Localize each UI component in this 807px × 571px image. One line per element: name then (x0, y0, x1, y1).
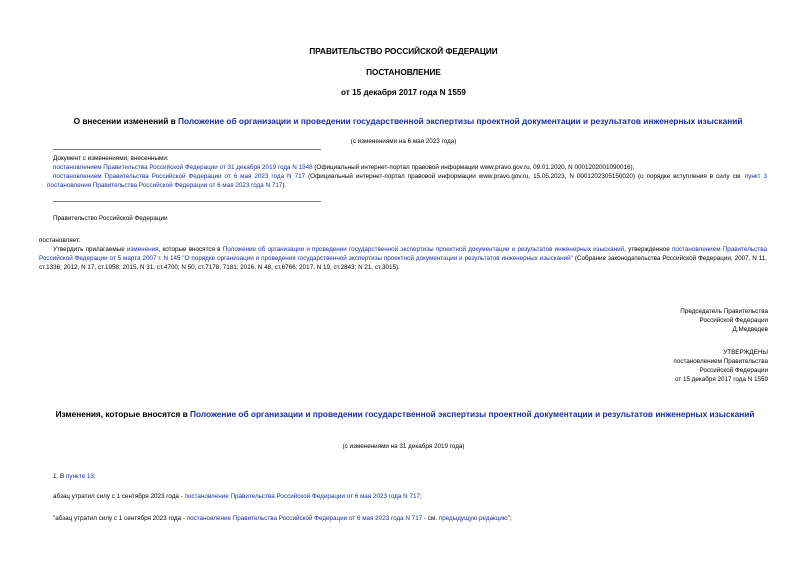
change-item-1 (53, 163, 767, 172)
signature-line-3: Д.Медведев (732, 326, 768, 333)
abz-2-link[interactable]: постановление Правительства Российской Федерации от 6 мая 2023 года N 717 (186, 515, 423, 522)
p-mid2: , утвержденное (624, 246, 672, 253)
item-1-suffix: : (93, 473, 96, 480)
decrees-label: постановляет: (39, 237, 81, 244)
item-1-prefix: 1. В (53, 473, 66, 480)
signature-line-1: Председатель Правительства (680, 308, 768, 315)
p-start: Утвердить прилагаемые (53, 246, 127, 253)
item-1-link[interactable]: пункте 13 (65, 473, 94, 480)
change-item-1-link[interactable]: постановлением Правительства Российской Федерации от 31 декабря 2019 года N 1948 (53, 164, 313, 171)
divider-bottom (53, 201, 321, 202)
doc-type-heading: ПОСТАНОВЛЕНИЕ (366, 68, 441, 77)
item-1 (53, 472, 96, 481)
p-end: (Собрание законодательства Российской Федерации, 2007, N 11, ст.1336; 2012, N 17, ст.1958; 2015, N 31, ст.4700; N 50, ст.7178, 7181; 2016, N 48, ст.6766; 2017, N 19, ст.2843; N 21, ст.3015). (39, 255, 767, 271)
approved-line-2: постановлением Правительства (673, 358, 768, 365)
changes-caption: Документ с изменениями, внесенными: (53, 155, 169, 162)
p-link-regulation[interactable]: Положение об организации и проведении государственной экспертизы проектной документации и результатов инженерных изысканий (222, 246, 625, 253)
changes-heading (50, 409, 760, 420)
divider-top (53, 149, 321, 150)
abz-1 (53, 492, 422, 501)
approved-block (468, 348, 768, 384)
change-item-2-text: (Официальный интернет-портал правовой информации www.pravo.gov.ru, 15.05.2023, N 0001202305150020) (о порядке вступления в силу см. (305, 173, 745, 180)
abz-1-text: абзац утратил силу с 1 сентября 2023 года - (53, 493, 185, 500)
changes-heading-prefix: Изменения, которые вносятся в (55, 409, 191, 419)
signature-line-2: Российской Федерации (699, 317, 768, 324)
abz-2-start: "абзац утратил силу с 1 сентября 2023 года - (53, 515, 187, 522)
abz-2-mid: - см. (422, 515, 439, 522)
changes-box (47, 154, 768, 190)
p-mid1: , которые вносятся в (158, 246, 223, 253)
approved-line-4: от 15 декабря 2017 года N 1559 (674, 376, 768, 383)
main-paragraph (39, 245, 767, 272)
approved-line-3: Российской Федерации (699, 367, 768, 374)
date-line: от 15 декабря 2017 года N 1559 (341, 88, 466, 97)
abz-1-end: ; (419, 493, 422, 500)
document-title (48, 116, 768, 126)
change-item-2-link2[interactable]: пункт 3 постановления Правительства Российской Федерации от 6 мая 2023 года N 717 (47, 173, 768, 189)
approved-line-1: УТВЕРЖДЕНЫ (723, 349, 768, 356)
change-item-1-text: (Официальный интернет-портал правовой информации www.pravo.gov.ru, 09.01.2020, N 0001202001090016); (312, 164, 635, 171)
p-link-decree[interactable]: постановлением Правительства Российской Федерации от 5 марта 2007 г. N 145 "О порядке организации и проведения государственной экспертизы проектной документации и результатов инженерных изысканий" (39, 246, 767, 262)
abz-2-prev-edition-link[interactable]: предыдущую редакцию (438, 515, 508, 522)
changes-heading-link[interactable]: Положение об организации и проведении государственной экспертизы проектной документации и результатов инженерных изысканий (190, 409, 755, 419)
title-link[interactable]: Положение об организации и проведении государственной экспертизы проектной документации и результатов инженерных изысканий (178, 116, 743, 126)
signature-block (468, 307, 768, 334)
change-item-2 (47, 172, 767, 190)
abz-2-end: "; (507, 515, 512, 522)
title-edition: (с изменениями на 6 мая 2023 года) (350, 138, 457, 145)
government-label: Правительство Российской Федерации (53, 215, 168, 222)
abz-2 (53, 514, 512, 523)
title-prefix: О внесении изменений в (73, 116, 179, 126)
change-item-2-link[interactable]: постановлением Правительства Российской Федерации от 6 мая 2023 года N 717 (53, 173, 306, 180)
changes-edition: (с изменениями на 31 декабря 2019 года) (342, 443, 465, 450)
org-heading: ПРАВИТЕЛЬСТВО РОССИЙСКОЙ ФЕДЕРАЦИИ (309, 47, 498, 56)
change-item-2-end: ). (282, 182, 287, 189)
abz-1-link[interactable]: постановление Правительства Российской Федерации от 6 мая 2023 года N 717 (184, 493, 420, 500)
p-link-changes[interactable]: изменения (126, 246, 159, 253)
